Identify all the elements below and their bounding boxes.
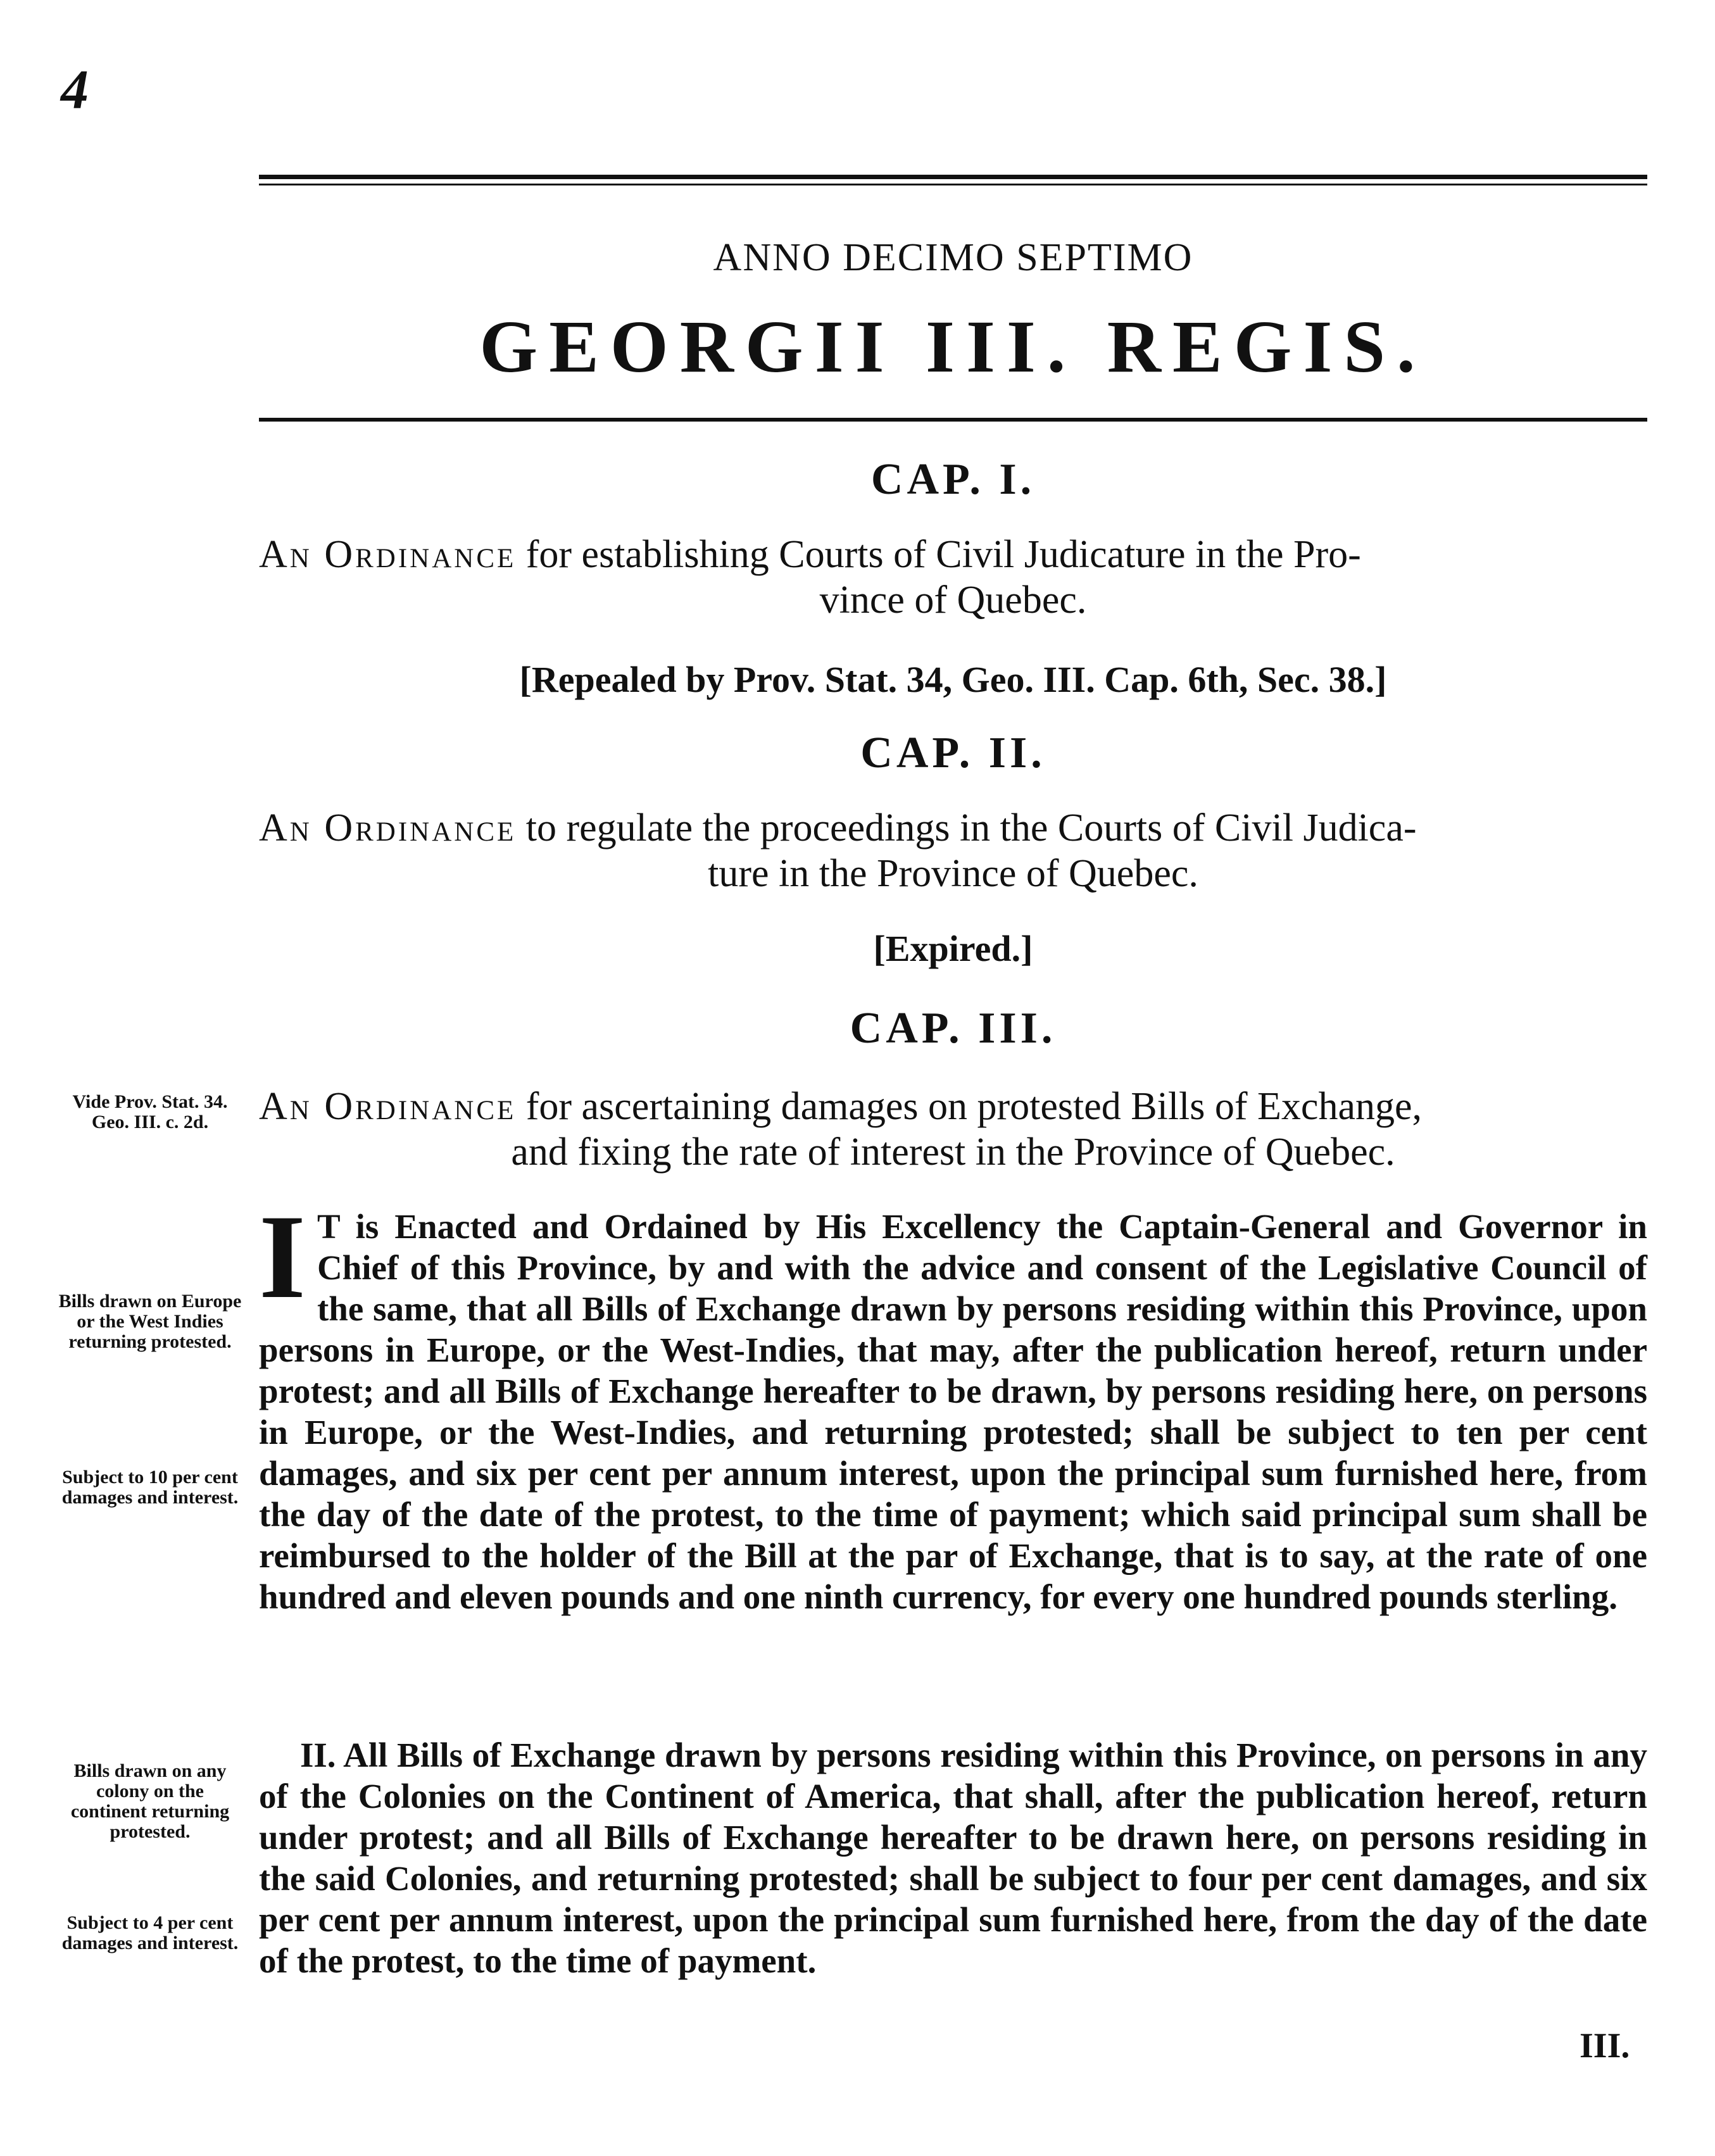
cap2-note: [Expired.] xyxy=(873,928,1033,969)
cap2-ordinance-text: to regulate the proceedings in the Courts of Civil Judica- xyxy=(525,806,1417,849)
cap1-ordinance-cont: vince of Quebec. xyxy=(819,579,1087,622)
cap2-title: CAP. II. xyxy=(860,729,1046,777)
drop-capital: I xyxy=(259,1191,306,1324)
cap3-ordinance-lead: An Ordinance xyxy=(259,1085,517,1128)
margin-note-bills-colony: Bills drawn on any colony on the continent returning protested. xyxy=(70,1760,230,1842)
margin-note-subject-4: Subject to 4 per cent damages and interest. xyxy=(61,1912,239,1953)
cap2-ordinance-lead: An Ordinance xyxy=(259,806,517,849)
cap3-paragraph-1 xyxy=(259,1191,1647,1617)
margin-note-subject-10: Subject to 10 per cent damages and interest. xyxy=(61,1467,239,1508)
cap3-ordinance-text: for ascertaining damages on protested Bills of Exchange, xyxy=(525,1085,1422,1128)
top-rule-thin xyxy=(259,184,1647,185)
top-rule-thick xyxy=(259,175,1647,179)
cap1-title: CAP. I. xyxy=(870,455,1036,504)
cap1-ordinance-text: for establishing Courts of Civil Judicature in the Pro- xyxy=(525,533,1361,576)
cap1-note: [Repealed by Prov. Stat. 34, Geo. III. Cap. 6th, Sec. 38.] xyxy=(519,659,1387,700)
anno-heading: ANNO DECIMO SEPTIMO xyxy=(713,236,1193,279)
heading-rule xyxy=(259,418,1647,422)
margin-note-bills-europe: Bills drawn on Europe or the West Indies returning protested. xyxy=(58,1291,242,1352)
cap1-ordinance xyxy=(259,532,1647,623)
cap3-title: CAP. III. xyxy=(850,1004,1057,1053)
cap2-ordinance xyxy=(259,805,1647,896)
cap3-paragraph-2: II. All Bills of Exchange drawn by persons residing within this Province, on persons in any of the Colonies on the Continent of America, that shall, after the publication hereof, return under protest; and all Bills of Exchange hereafter to be drawn here, on persons residing in the said Colonies, and returning protested; shall be subject to four per cent damages, and six per cent per annum interest, upon the principal sum furnished here, from the day of the date of the protest, to the time of payment. xyxy=(259,1736,1647,1980)
cap2-ordinance-cont: ture in the Province of Quebec. xyxy=(708,852,1198,895)
cap1-ordinance-lead: An Ordinance xyxy=(259,533,517,576)
cap3-para1-text: T is Enacted and Ordained by His Excellency the Captain-General and Governor in Chief of this Province, by and with the advice and consent of the Legislative Council of the same, that all Bills of Exchange drawn by persons residing within this Province, upon persons in Europe, or the West-Indies, that may, after the publication hereof, return under protest; and all Bills of Exchange hereafter to be drawn, by persons residing here, on persons in Europe, or the West-Indies, and returning protested; shall be subject to ten per cent damages, and six per cent per annum interest, upon the principal sum furnished here, from the day of the date of the protest, to the time of payment; which said principal sum shall be reimbursed to the holder of the Bill at the par of Exchange, that is to say, at the rate of one hundred and eleven pounds and one ninth currency, for every one hundred pounds sterling. xyxy=(259,1207,1647,1616)
catchword: III. xyxy=(1580,2026,1630,2065)
reign-heading: GEORGII III. REGIS. xyxy=(479,305,1427,388)
page-number: 4 xyxy=(61,60,89,121)
cap3-ordinance-cont: and fixing the rate of interest in the Province of Quebec. xyxy=(511,1131,1395,1174)
cap3-ordinance xyxy=(259,1084,1647,1175)
margin-note-vide: Vide Prov. Stat. 34. Geo. III. c. 2d. xyxy=(72,1091,228,1132)
